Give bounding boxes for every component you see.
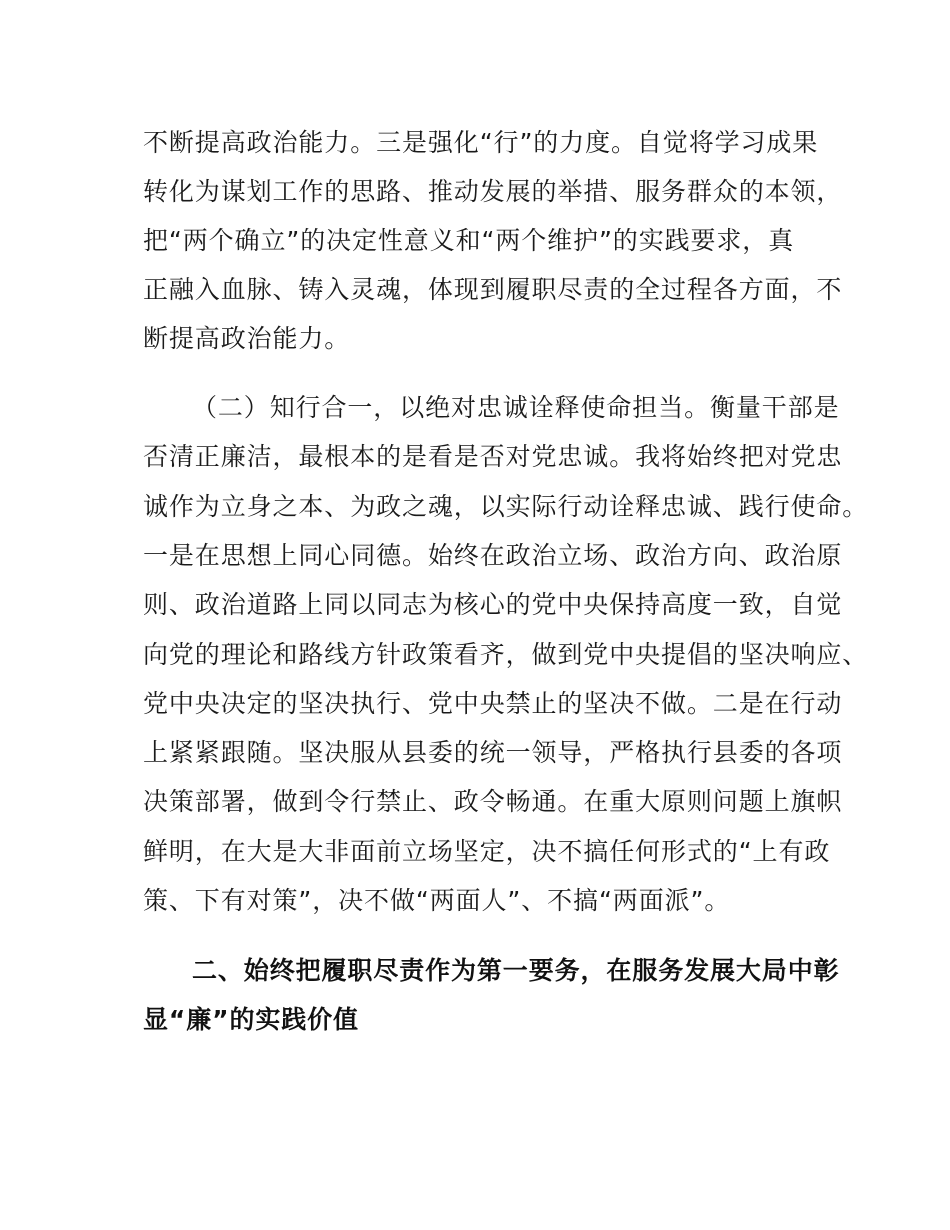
paragraph-2-line-10: 鲜明，在大是大非面前立场坚定，决不搞任何形式的“上有政 <box>143 837 831 866</box>
paragraph-2-line-3: 诚作为立身之本、为政之魂，以实际行动诠释忠诚、践行使命。 <box>143 492 869 521</box>
paragraph-1-line-3: 把“两个确立”的决定性意义和“两个维护”的实践要求，真 <box>143 226 795 255</box>
paragraph-2-line-2: 否清正廉洁，最根本的是看是否对党忠诚。我将始终把对党忠 <box>143 442 843 471</box>
paragraph-1-line-5: 断提高政治能力。 <box>143 324 351 353</box>
paragraph-2-line-7: 党中央决定的坚决执行、党中央禁止的坚决不做。二是在行动 <box>143 689 843 718</box>
paragraph-1-line-2: 转化为谋划工作的思路、推动发展的举措、服务群众的本领， <box>143 177 843 206</box>
section-heading-line-2: 显“廉”的实践价值 <box>143 1005 359 1034</box>
paragraph-1-line-4: 正融入血脉、铸入灵魂，体现到履职尽责的全过程各方面，不 <box>143 275 843 304</box>
paragraph-2-line-6: 向党的理论和路线方针政策看齐，做到党中央提倡的坚决响应、 <box>143 640 869 669</box>
paragraph-2-line-4: 一是在思想上同心同德。始终在政治立场、政治方向、政治原 <box>143 541 843 570</box>
section-heading-line-1: 二、始终把履职尽责作为第一要务，在服务发展大局中彰 <box>192 956 840 985</box>
paragraph-1-line-1: 不断提高政治能力。三是强化“行”的力度。自觉将学习成果 <box>143 128 819 157</box>
paragraph-2-line-9: 决策部署，做到令行禁止、政令畅通。在重大原则问题上旗帜 <box>143 787 843 816</box>
paragraph-2-line-8: 上紧紧跟随。坚决服从县委的统一领导，严格执行县委的各项 <box>143 738 843 767</box>
paragraph-2-line-1: （二）知行合一，以绝对忠诚诠释使命担当。衡量干部是 <box>192 393 840 422</box>
paragraph-2-line-11: 策、下有对策”，决不做“两面人”、不搞“两面派”。 <box>143 886 731 915</box>
paragraph-2-line-5: 则、政治道路上同以同志为核心的党中央保持高度一致，自觉 <box>143 590 843 619</box>
